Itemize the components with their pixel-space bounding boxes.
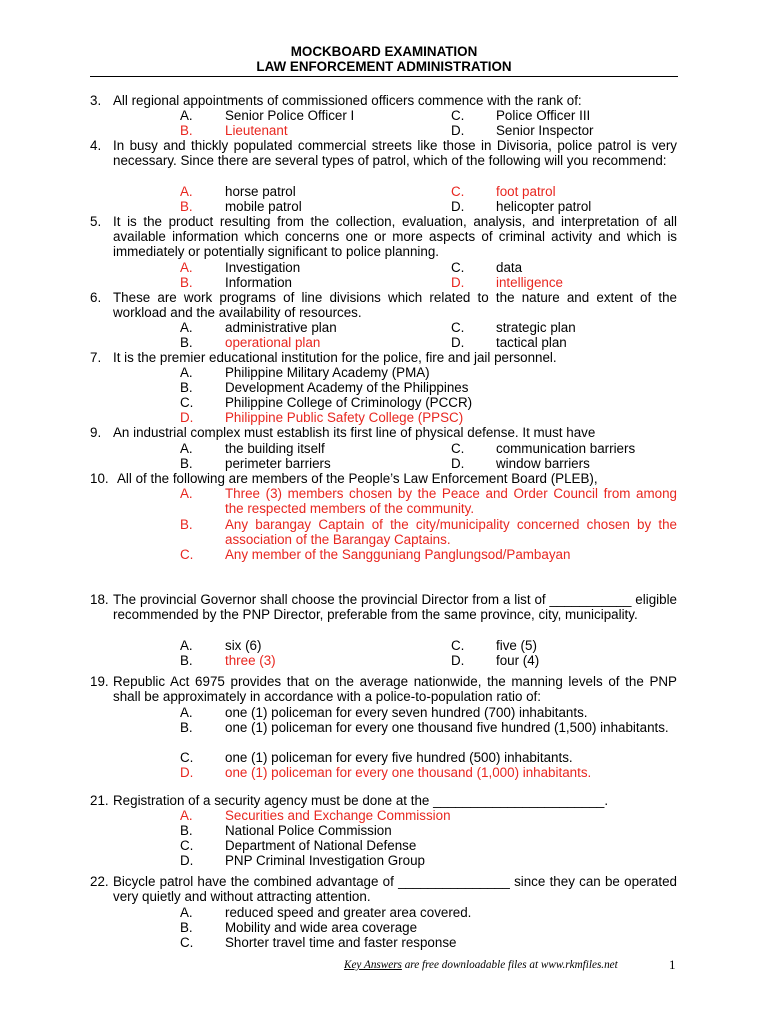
option-text: Philippine Public Safety College (PPSC) [225, 410, 464, 425]
key-answers-link[interactable]: Key Answers [344, 959, 402, 971]
option-letter: B. [180, 335, 193, 350]
option-letter: C. [180, 838, 194, 853]
option-letter: A. [180, 365, 193, 380]
option-text: data [496, 260, 523, 275]
option-letter: C. [451, 638, 465, 653]
option-text: four (4) [496, 653, 540, 668]
option-letter: C. [451, 108, 465, 123]
option-text: Any barangay Captain of the city/municipality concerned chosen by the association of the Barangay Captains. [225, 517, 677, 548]
option-text: Any member of the Sangguniang Panglungsod/Pambayan [225, 547, 571, 562]
option-text: one (1) policeman for every five hundred (500) inhabitants. [225, 750, 573, 765]
question-7 [90, 350, 677, 365]
question-number: 5. [90, 214, 102, 229]
option-letter: A. [180, 108, 193, 123]
question-text: Registration of a security agency must be done at the _______________________. [113, 793, 609, 808]
option-text: foot patrol [496, 184, 556, 199]
question-number: 19. [90, 674, 109, 689]
option-text: horse patrol [225, 184, 296, 199]
option-letter: D. [180, 853, 194, 868]
option-letter: A. [180, 260, 193, 275]
question-number: 21. [90, 793, 109, 808]
option-text: one (1) policeman for every one thousand five hundred (1,500) inhabitants. [225, 720, 669, 735]
option-text: five (5) [496, 638, 537, 653]
page-number: 1 [669, 957, 676, 972]
option-text: Information [225, 275, 292, 290]
question-text: These are work programs of line divisions which related to the nature and extent of the workload and the availability of resources. [113, 290, 677, 321]
option-letter: C. [451, 320, 465, 335]
option-letter: A. [180, 441, 193, 456]
question-5 [90, 214, 677, 259]
question-3 [90, 93, 677, 108]
question-4 [90, 138, 677, 168]
option-letter: A. [180, 905, 193, 920]
option-letter: D. [451, 456, 465, 471]
option-letter: C. [451, 184, 465, 199]
option-letter: D. [180, 765, 194, 780]
exam-subject: LAW ENFORCEMENT ADMINISTRATION [256, 59, 512, 74]
option-text: one (1) policeman for every seven hundred (700) inhabitants. [225, 705, 588, 720]
option-letter: A. [180, 320, 193, 335]
option-letter: D. [451, 335, 465, 350]
question-number: 3. [90, 93, 102, 108]
question-text: It is the premier educational institution for the police, fire and jail personnel. [113, 350, 557, 365]
option-letter: A. [180, 486, 193, 501]
option-letter: B. [180, 653, 193, 668]
question-number: 6. [90, 290, 102, 305]
option-text: Shorter travel time and faster response [225, 935, 457, 950]
option-letter: B. [180, 199, 193, 214]
question-21 [90, 793, 677, 808]
option-text: Department of National Defense [225, 838, 417, 853]
question-10 [90, 471, 677, 486]
question-text: It is the product resulting from the collection, evaluation, analysis, and interpretation of all available information which concerns one or more aspects of criminal activity and which is immediately or potentially significant to police planning. [113, 214, 677, 260]
option-text: the building itself [225, 441, 325, 456]
option-letter: D. [451, 199, 465, 214]
option-text: tactical plan [496, 335, 567, 350]
option-text: Senior Police Officer I [225, 108, 355, 123]
option-letter: D. [451, 275, 465, 290]
option-text: intelligence [496, 275, 563, 290]
option-text: Development Academy of the Philippines [225, 380, 469, 395]
option-letter: B. [180, 380, 193, 395]
option-text: reduced speed and greater area covered. [225, 905, 472, 920]
option-text: Mobility and wide area coverage [225, 920, 418, 935]
option-text: helicopter patrol [496, 199, 592, 214]
option-letter: D. [180, 410, 194, 425]
option-text: Philippine College of Criminology (PCCR) [225, 395, 473, 410]
option-text: Investigation [225, 260, 301, 275]
option-letter: C. [180, 547, 194, 562]
question-number: 22. [90, 874, 109, 889]
option-text: Three (3) members chosen by the Peace and Order Council from among the respected members of the community. [225, 486, 677, 517]
question-9 [90, 425, 677, 440]
option-letter: C. [180, 750, 194, 765]
option-text: six (6) [225, 638, 262, 653]
question-number: 9. [90, 425, 102, 440]
option-text: one (1) policeman for every one thousand (1,000) inhabitants. [225, 765, 592, 780]
option-text: PNP Criminal Investigation Group [225, 853, 425, 868]
option-letter: B. [180, 823, 193, 838]
option-letter: B. [180, 275, 193, 290]
question-text: Republic Act 6975 provides that on the average nationwide, the manning levels of the PNP shall be approximately in accordance with a police-to-population ratio of: [113, 674, 677, 705]
question-number: 4. [90, 138, 102, 153]
option-letter: A. [180, 808, 193, 823]
question-22 [90, 874, 677, 904]
option-text: Police Officer III [496, 108, 591, 123]
option-text: National Police Commission [225, 823, 392, 838]
question-number: 7. [90, 350, 102, 365]
option-letter: D. [451, 653, 465, 668]
option-letter: C. [451, 260, 465, 275]
exam-title: MOCKBOARD EXAMINATION [290, 44, 478, 59]
option-text: perimeter barriers [225, 456, 331, 471]
option-text: Securities and Exchange Commission [225, 808, 451, 823]
option-text: mobile patrol [225, 199, 302, 214]
question-text: All of the following are members of the People’s Law Enforcement Board (PLEB), [117, 471, 598, 486]
option-text: Philippine Military Academy (PMA) [225, 365, 430, 380]
option-letter: C. [451, 441, 465, 456]
header-rule [90, 76, 678, 77]
option-text: strategic plan [496, 320, 576, 335]
option-letter: C. [180, 395, 194, 410]
option-letter: B. [180, 123, 193, 138]
option-letter: A. [180, 705, 193, 720]
option-letter: C. [180, 935, 194, 950]
question-18 [90, 592, 677, 622]
option-letter: B. [180, 720, 193, 735]
option-text: window barriers [496, 456, 590, 471]
footer-text: are free downloadable files at www.rkmfiles.net [401, 959, 618, 971]
option-text: administrative plan [225, 320, 337, 335]
question-number: 10. [90, 471, 109, 486]
option-text: Lieutenant [225, 123, 288, 138]
option-letter: B. [180, 456, 193, 471]
question-text: Bicycle patrol have the combined advantage of _______________ since they can be operated very quietly and without attracting attention. [113, 874, 677, 905]
option-text: three (3) [225, 653, 276, 668]
option-text: operational plan [225, 335, 321, 350]
option-letter: B. [180, 517, 193, 532]
question-text: In busy and thickly populated commercial streets like those in Divisoria, police patrol is very necessary. Since there are several types of patrol, which of the following will you recommend: [113, 138, 677, 169]
question-text: All regional appointments of commissioned officers commence with the rank of: [113, 93, 582, 108]
footer-note [344, 958, 618, 973]
question-text: An industrial complex must establish its first line of physical defense. It must have [113, 425, 596, 440]
option-letter: A. [180, 638, 193, 653]
option-text: communication barriers [496, 441, 636, 456]
question-number: 18. [90, 592, 109, 607]
option-letter: A. [180, 184, 193, 199]
option-letter: D. [451, 123, 465, 138]
question-text: The provincial Governor shall choose the provincial Director from a list of ___________ eligible recommended by the PNP Director, preferable from the same province, city, municipality. [113, 592, 677, 623]
option-letter: B. [180, 920, 193, 935]
option-text: Senior Inspector [496, 123, 594, 138]
question-19 [90, 674, 677, 704]
question-6 [90, 290, 677, 320]
